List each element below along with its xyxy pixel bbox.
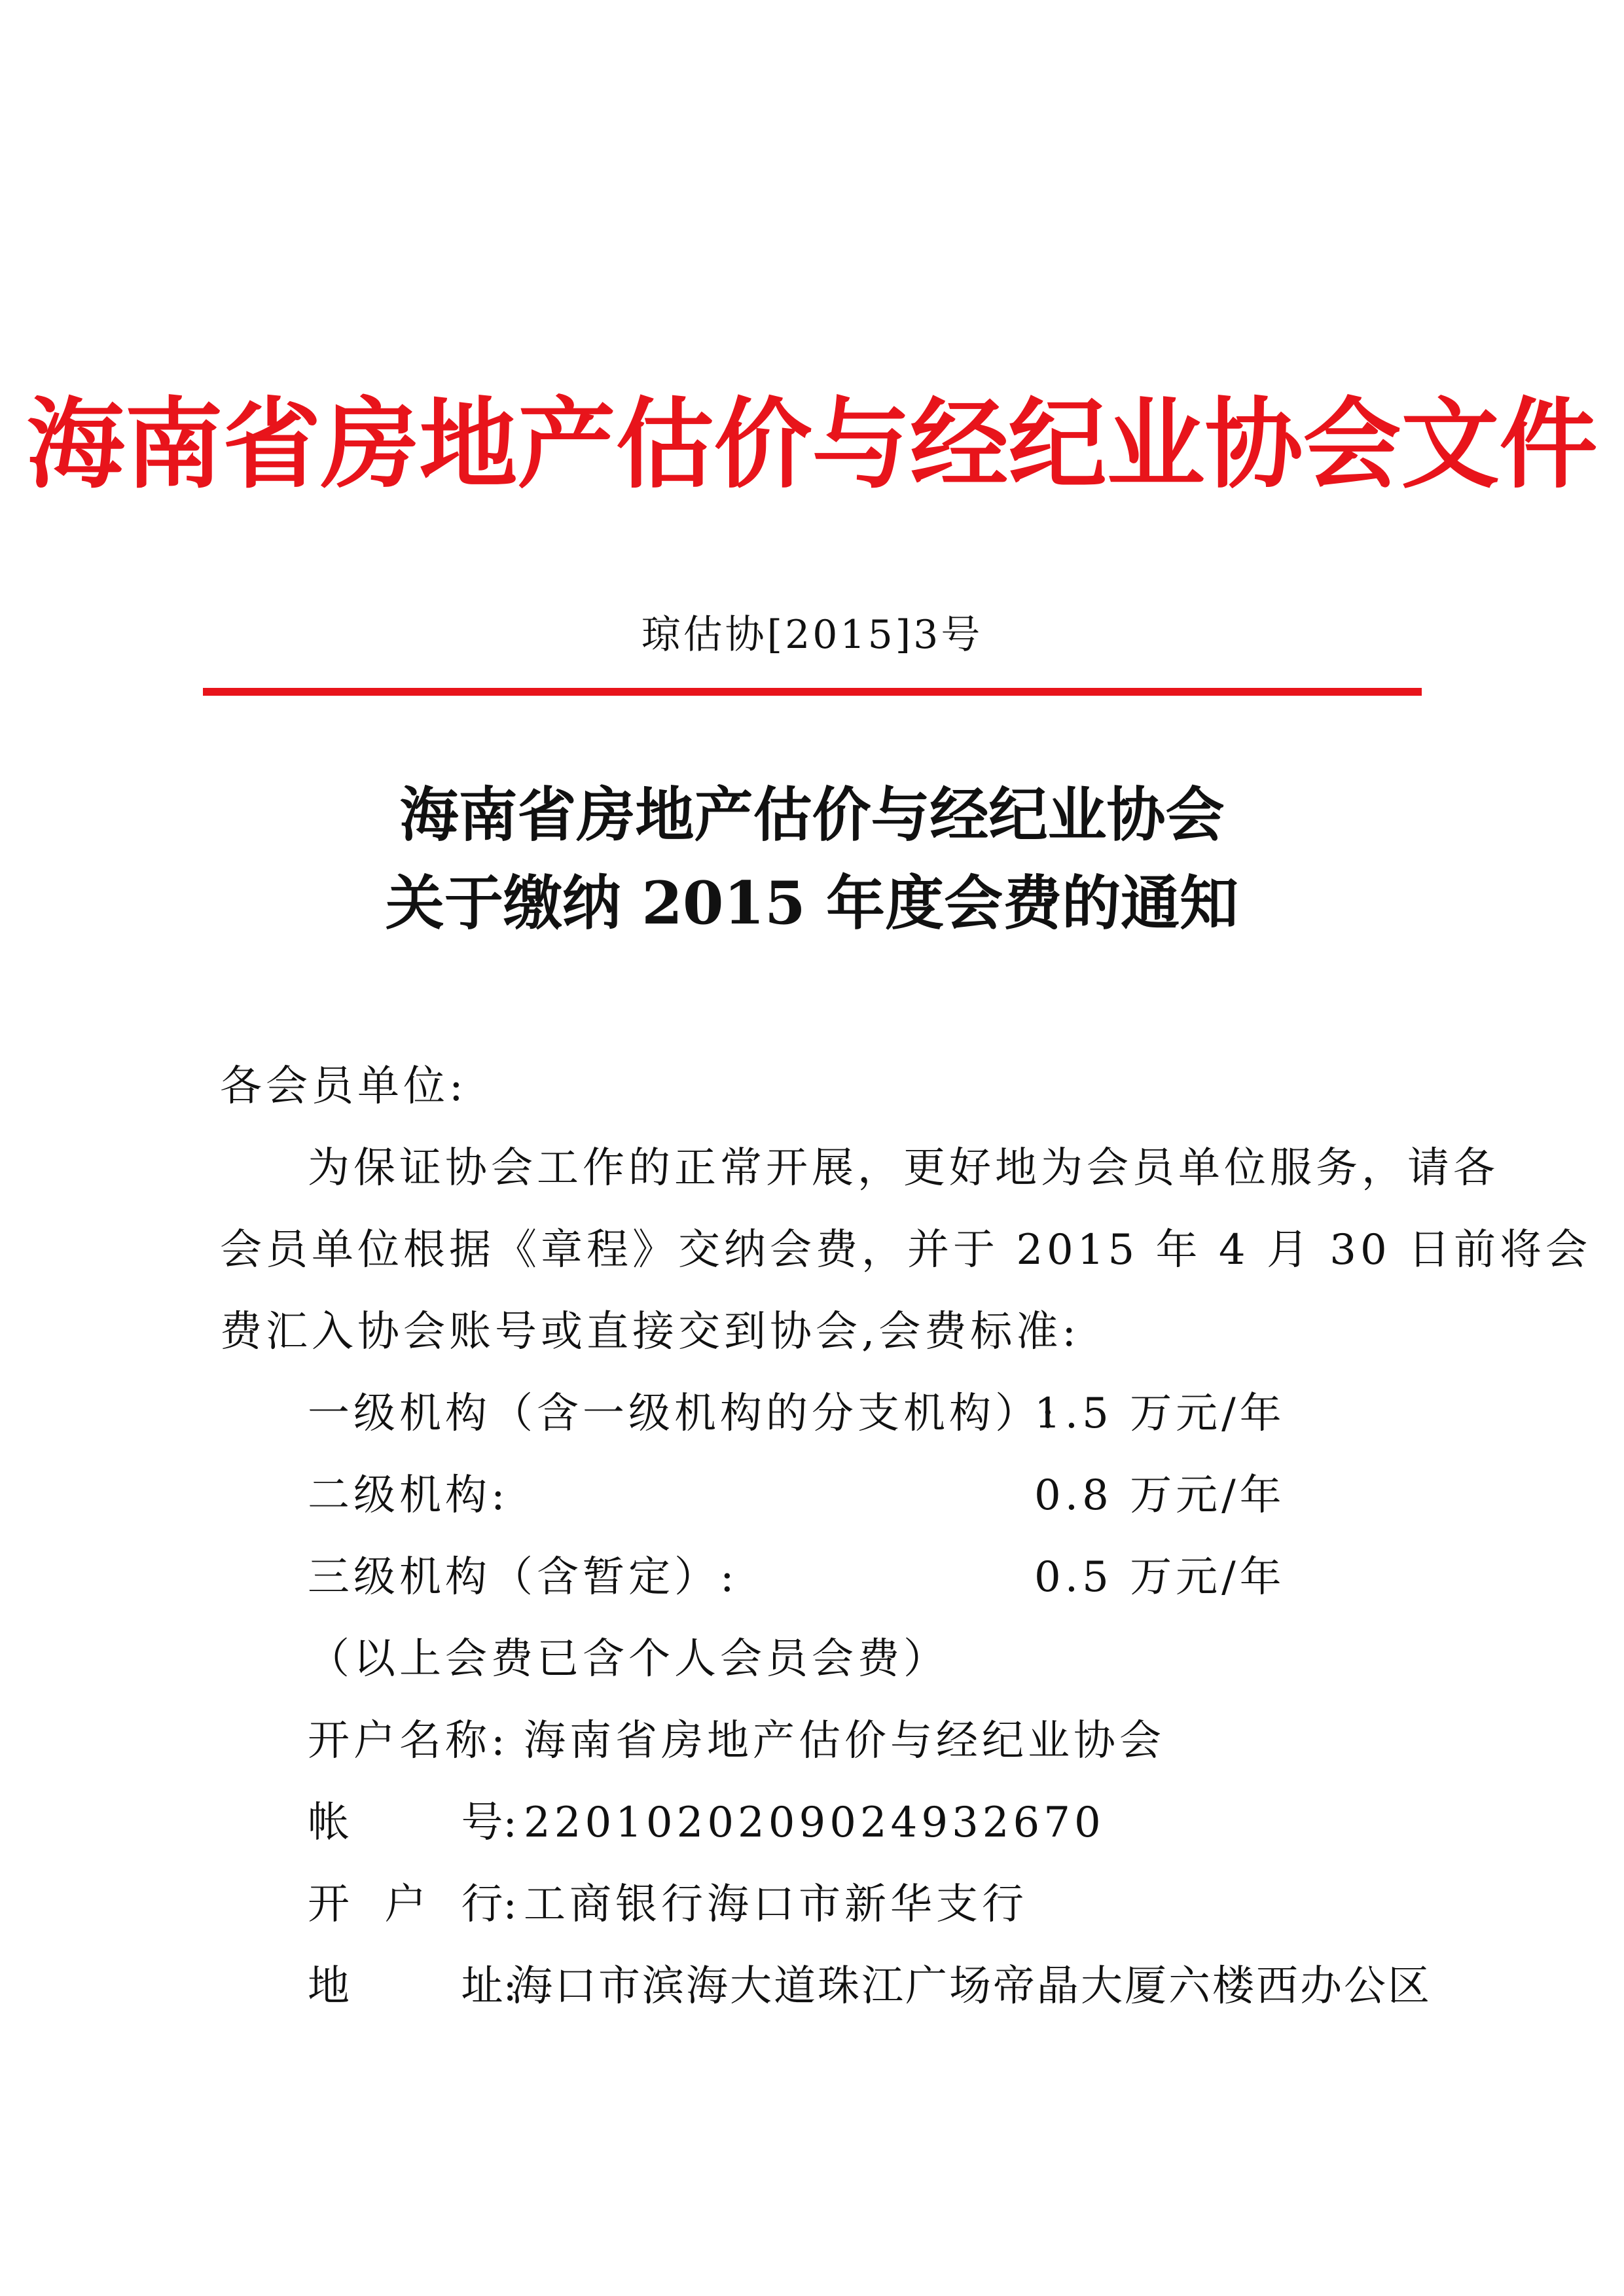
fee-tier-2-name: 二级机构: (308, 1471, 509, 1520)
paragraph-line-1: 为保证协会工作的正常开展，更好地为会员单位服务，请各 (308, 1144, 1499, 1193)
account-number-label-char-2: 号: (461, 1799, 517, 1847)
notice-title-line-2: 关于缴纳 2015 年度会费的通知 (385, 869, 1239, 938)
bank-label (308, 1878, 517, 1931)
bank-label-char-3: 行: (461, 1880, 517, 1929)
fee-tier-2-amount: 0.8 万元/年 (1034, 1471, 1286, 1520)
paragraph-line-2: 会员单位根据《章程》交纳会费，并于 2015 年 4 月 30 日前将会 (220, 1226, 1592, 1274)
fee-tier-1-amount: 1.5 万元/年 (1034, 1390, 1286, 1438)
salutation: 各会员单位: (220, 1062, 467, 1111)
bank-label-char-2: 户 (384, 1880, 427, 1929)
account-number-value: 2201020209024932670 (524, 1799, 1105, 1847)
org-header-title: 海南省房地产估价与经纪业协会文件 (26, 388, 1598, 502)
paragraph-line-3: 费汇入协会账号或直接交到协会,会费标准: (220, 1308, 1080, 1356)
document-number: 琼估协[2015]3号 (641, 612, 983, 658)
address-label-char-2: 址: (461, 1962, 517, 2011)
account-number-label-char-1: 帐 (308, 1799, 350, 1847)
fee-note: （以上会费已含个人会员会费） (308, 1635, 949, 1683)
address-label-char-1: 地 (308, 1962, 350, 2011)
address-value: 海口市滨海大道珠江广场帝晶大厦六楼西办公区 (511, 1962, 1432, 2011)
account-number-label (308, 1797, 517, 1849)
account-name-label (308, 1715, 517, 1767)
account-name-label-text: 开户名称: (308, 1717, 509, 1765)
fee-tier-3-amount: 0.5 万元/年 (1034, 1553, 1286, 1602)
red-divider-line (203, 688, 1422, 696)
bank-label-char-1: 开 (308, 1880, 350, 1929)
bank-value: 工商银行海口市新华支行 (524, 1880, 1028, 1929)
fee-tier-3-name: 三级机构（含暂定）: (308, 1553, 738, 1602)
fee-tier-1-name: 一级机构（含一级机构的分支机构）: (308, 1390, 1059, 1438)
notice-title-line-1: 海南省房地产估价与经纪业协会 (399, 780, 1225, 850)
address-label (308, 1960, 517, 2013)
account-name-value: 海南省房地产估价与经纪业协会 (524, 1717, 1165, 1765)
